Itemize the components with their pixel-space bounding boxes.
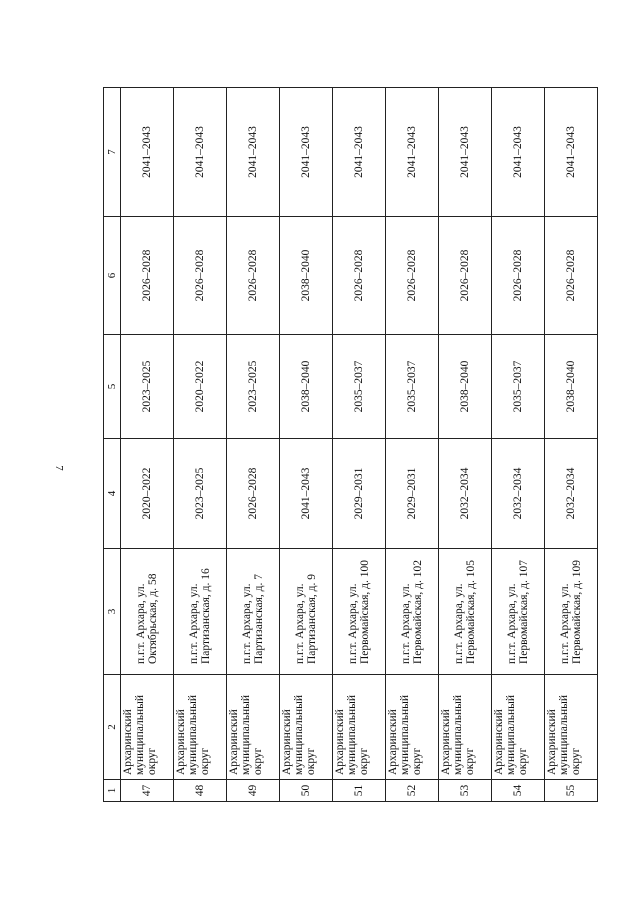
municipality-cell: Архаринский муниципальный округ	[492, 675, 545, 780]
period-col7-cell: 2041–2043	[280, 88, 333, 217]
period-col7-cell: 2041–2043	[174, 88, 227, 217]
row-number-cell: 49	[227, 780, 280, 802]
period-col5-cell: 2038–2040	[280, 335, 333, 439]
row-number-cell: 52	[386, 780, 439, 802]
municipality-cell: Архаринский муниципальный округ	[386, 675, 439, 780]
period-col5-cell: 2023–2025	[227, 335, 280, 439]
period-col5-cell: 2035–2037	[386, 335, 439, 439]
municipality-cell: Архаринский муниципальный округ	[545, 675, 598, 780]
table-row	[227, 88, 280, 802]
period-col5-cell: 2035–2037	[492, 335, 545, 439]
header-cell: 2	[104, 675, 121, 780]
period-col7-cell: 2041–2043	[439, 88, 492, 217]
period-col6-cell: 2026–2028	[227, 217, 280, 335]
municipality-cell: Архаринский муниципальный округ	[439, 675, 492, 780]
period-col4-cell: 2023–2025	[174, 439, 227, 549]
municipality-cell: Архаринский муниципальный округ	[333, 675, 386, 780]
period-col4-cell: 2020–2022	[121, 439, 174, 549]
period-col4-cell: 2032–2034	[439, 439, 492, 549]
header-cell: 4	[104, 439, 121, 549]
municipality-cell: Архаринский муниципальный округ	[280, 675, 333, 780]
table-row	[333, 88, 386, 802]
address-cell: п.г.т. Архара, ул. Партизанская, д. 16	[174, 549, 227, 675]
row-number-cell: 47	[121, 780, 174, 802]
period-col6-cell: 2026–2028	[386, 217, 439, 335]
address-cell: п.г.т. Архара, ул. Партизанская, д. 9	[280, 549, 333, 675]
header-cell: 3	[104, 549, 121, 675]
period-col6-cell: 2026–2028	[545, 217, 598, 335]
address-cell: п.г.т. Архара, ул. Первомайская, д. 100	[333, 549, 386, 675]
period-col4-cell: 2041–2043	[280, 439, 333, 549]
table-row	[121, 88, 174, 802]
rotated-table-container	[103, 88, 590, 802]
table-row	[492, 88, 545, 802]
period-col4-cell: 2032–2034	[545, 439, 598, 549]
period-col7-cell: 2041–2043	[545, 88, 598, 217]
period-col6-cell: 2026–2028	[333, 217, 386, 335]
address-cell: п.г.т. Архара, ул. Первомайская, д. 109	[545, 549, 598, 675]
table-row	[386, 88, 439, 802]
period-col5-cell: 2038–2040	[439, 335, 492, 439]
table-row	[280, 88, 333, 802]
period-col4-cell: 2029–2031	[333, 439, 386, 549]
header-cell: 7	[104, 88, 121, 217]
table-row	[174, 88, 227, 802]
header-cell: 1	[104, 780, 121, 802]
period-col7-cell: 2041–2043	[492, 88, 545, 217]
row-number-cell: 54	[492, 780, 545, 802]
address-cell: п.г.т. Архара, ул. Первомайская, д. 107	[492, 549, 545, 675]
table-header-row	[104, 88, 121, 802]
period-col7-cell: 2041–2043	[227, 88, 280, 217]
page-number: 7	[52, 465, 65, 471]
period-col6-cell: 2026–2028	[492, 217, 545, 335]
period-col7-cell: 2041–2043	[121, 88, 174, 217]
period-col7-cell: 2041–2043	[386, 88, 439, 217]
period-col5-cell: 2035–2037	[333, 335, 386, 439]
table-row	[545, 88, 598, 802]
address-cell: п.г.т. Архара, ул. Октябрьская, д. 58	[121, 549, 174, 675]
municipality-cell: Архаринский муниципальный округ	[174, 675, 227, 780]
period-col7-cell: 2041–2043	[333, 88, 386, 217]
address-cell: п.г.т. Архара, ул. Первомайская, д. 102	[386, 549, 439, 675]
row-number-cell: 55	[545, 780, 598, 802]
table-row	[439, 88, 492, 802]
header-cell: 5	[104, 335, 121, 439]
period-col6-cell: 2038–2040	[280, 217, 333, 335]
municipality-cell: Архаринский муниципальный округ	[227, 675, 280, 780]
period-col4-cell: 2032–2034	[492, 439, 545, 549]
period-col5-cell: 2020–2022	[174, 335, 227, 439]
row-number-cell: 50	[280, 780, 333, 802]
period-col4-cell: 2029–2031	[386, 439, 439, 549]
period-col5-cell: 2038–2040	[545, 335, 598, 439]
municipality-cell: Архаринский муниципальный округ	[121, 675, 174, 780]
address-cell: п.г.т. Архара, ул. Первомайская, д. 105	[439, 549, 492, 675]
period-col6-cell: 2026–2028	[121, 217, 174, 335]
period-col4-cell: 2026–2028	[227, 439, 280, 549]
period-col6-cell: 2026–2028	[174, 217, 227, 335]
period-col5-cell: 2023–2025	[121, 335, 174, 439]
header-cell: 6	[104, 217, 121, 335]
schedule-table	[103, 87, 598, 802]
period-col6-cell: 2026–2028	[439, 217, 492, 335]
address-cell: п.г.т. Архара, ул. Партизанская, д. 7	[227, 549, 280, 675]
row-number-cell: 48	[174, 780, 227, 802]
row-number-cell: 51	[333, 780, 386, 802]
row-number-cell: 53	[439, 780, 492, 802]
